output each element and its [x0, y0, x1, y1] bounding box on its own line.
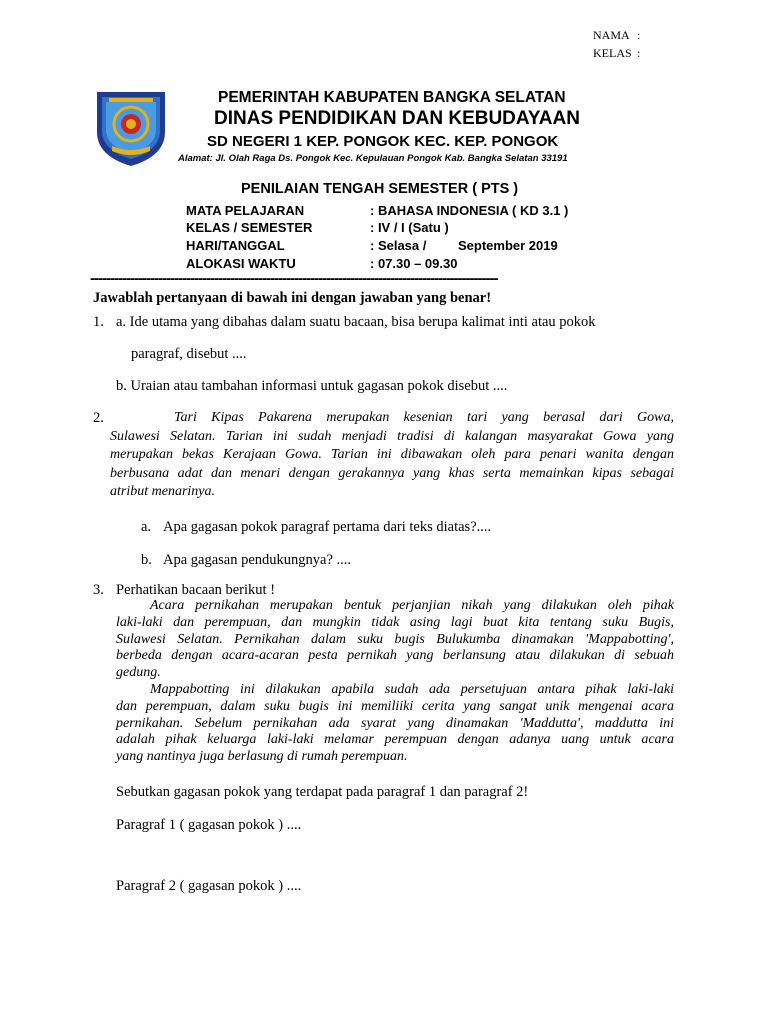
- q3-p2-line: dan perempuan, dalam suku bugis ini memiliiki cerita yang sangat unik mengenai acara: [116, 698, 674, 714]
- header-department: DINAS PENDIDIKAN DAN KEBUDAYAAN: [214, 108, 580, 129]
- q3-number: 3.: [93, 582, 104, 598]
- header-address: Alamat: Jl. Olah Raga Ds. Pongok Kec. Kepulauan Pongok Kab. Bangka Selatan 33191: [178, 153, 568, 164]
- regency-logo: [92, 88, 170, 168]
- exam-time-label: ALOKASI WAKTU: [186, 256, 296, 271]
- q2-part-b-marker: b.: [141, 552, 152, 568]
- q3-p2-line: adalah pihak keluarga laki-laki melamar perempuan dengan adanya uang untuk acara: [116, 732, 674, 748]
- q2-number: 2.: [93, 410, 104, 426]
- q3-p1-line: Sulawesi Selatan. Pernikahan dalam suku bugis Bulukumba dinamakan 'Mappabotting',: [116, 631, 674, 647]
- q2-passage: [110, 409, 674, 502]
- exam-subject-value: : BAHASA INDONESIA ( KD 3.1 ): [370, 203, 569, 218]
- q3-p1-line: gedung.: [116, 665, 161, 681]
- q2-passage-line: Tari Kipas Pakarena merupakan kesenian tari yang berasal dari Gowa,: [174, 410, 674, 425]
- q2-passage-line: merupakan bekas Kerajaan Gowa. Tarian ini dibawakan oleh para penari wanita dengan: [110, 447, 674, 462]
- q3-p2-line: Mappabotting ini dilakukan apabila sudah ada persetujuan antara pihak laki-laki: [150, 682, 674, 697]
- header-school: SD NEGERI 1 KEP. PONGOK KEC. KEP. PONGOK: [207, 133, 559, 150]
- exam-date-label: HARI/TANGGAL: [186, 238, 285, 253]
- q3-paragraph-1: [116, 598, 674, 682]
- q2-part-b: Apa gagasan pendukungnya? ....: [163, 552, 352, 568]
- exam-subject-label: MATA PELAJARAN: [186, 203, 305, 218]
- q3-p1-line: berbeda dengan acara-acaran pesta pernikah yang berlansung atau dilakukan di sebuah: [116, 648, 674, 664]
- exam-title: PENILAIAN TENGAH SEMESTER ( PTS ): [241, 181, 519, 197]
- q3-answer-1: Paragraf 1 ( gagasan pokok ) ....: [116, 817, 302, 833]
- header-divider: ------------------------------------------------------------------------------------------------------: [90, 270, 498, 287]
- q3-task: Sebutkan gagasan pokok yang terdapat pada paragraf 1 dan paragraf 2!: [116, 784, 529, 800]
- q2-part-a-marker: a.: [141, 519, 152, 535]
- q3-p2-line: yang nantinya juga berlasung di rumah perempuan.: [116, 749, 408, 765]
- q1-part-a-line1: a. Ide utama yang dibahas dalam suatu bacaan, bisa berupa kalimat inti atau pokok: [116, 314, 596, 330]
- q3-p1-line: Acara pernikahan merupakan bentuk perjanjian nikah yang dilakukan oleh pihak: [150, 598, 674, 613]
- q1-number: 1.: [93, 314, 104, 330]
- student-name-colon: :: [637, 28, 641, 42]
- q2-passage-line: Sulawesi Selatan. Tarian ini sudah menjadi tradisi di kalangan masyarakat Gowa yang: [110, 428, 674, 444]
- q2-part-a: Apa gagasan pokok paragraf pertama dari teks diatas?....: [163, 519, 492, 535]
- q3-p1-line: laki-laki dan perempuan, dan mungkin tidak asing lagi buat kita tentang suku Bugis,: [116, 614, 674, 630]
- q3-intro: Perhatikan bacaan berikut !: [116, 582, 276, 598]
- exam-date-value: : Selasa /: [370, 238, 427, 253]
- student-class-label: KELAS: [593, 46, 632, 60]
- exam-date-month: September 2019: [458, 238, 558, 253]
- q2-passage-line: atribut menarinya.: [110, 484, 215, 499]
- q1-part-b: b. Uraian atau tambahan informasi untuk gagasan pokok disebut ....: [116, 378, 508, 394]
- exam-time-value: : 07.30 – 09.30: [370, 256, 458, 271]
- instruction: Jawablah pertanyaan di bawah ini dengan jawaban yang benar!: [93, 290, 492, 306]
- header-government: PEMERINTAH KABUPATEN BANGKA SELATAN: [218, 89, 566, 106]
- exam-class-label: KELAS / SEMESTER: [186, 220, 313, 235]
- q1-part-a-line2: paragraf, disebut ....: [131, 346, 247, 362]
- exam-class-value: : IV / I (Satu ): [370, 220, 449, 235]
- student-name-label: NAMA: [593, 28, 630, 42]
- q3-answer-2: Paragraf 2 ( gagasan pokok ) ....: [116, 878, 302, 894]
- q3-paragraph-2: [116, 682, 674, 766]
- q3-p2-line: pernikahan. Sebelum pernikahan ada syarat yang dinamakan 'Maddutta', maddutta ini: [116, 715, 674, 731]
- q2-passage-line: berbusana adat dan menari dengan gerakannya yang khas serta memainkan kipas sebagai: [110, 465, 674, 481]
- student-class-colon: :: [637, 46, 641, 60]
